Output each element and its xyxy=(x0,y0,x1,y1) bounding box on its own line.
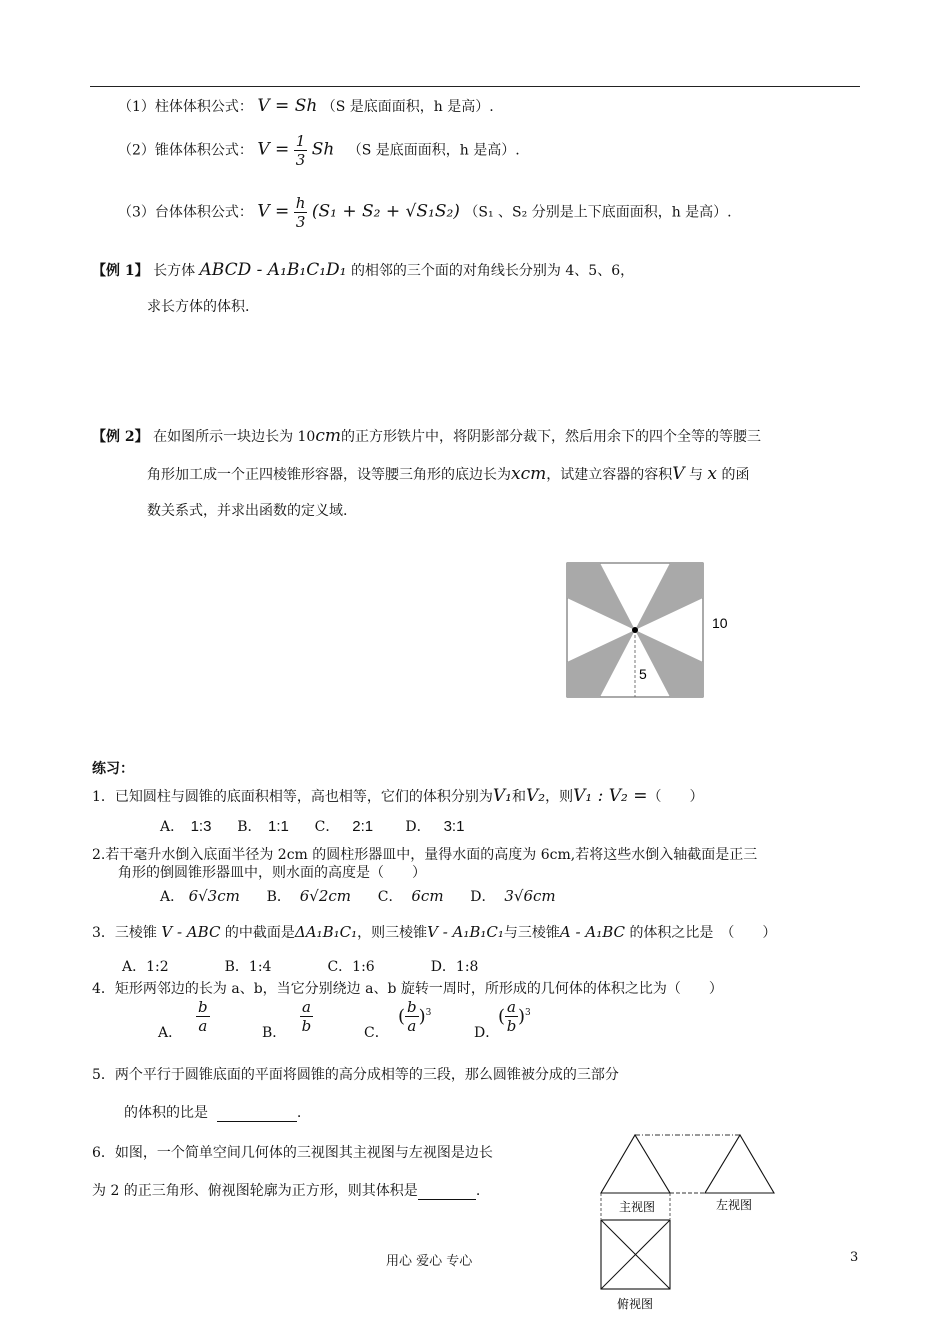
fraction-denominator: b xyxy=(506,1017,517,1035)
option-a-value: 6√3cm xyxy=(188,887,240,905)
formula-3-label: （3）台体体积公式： xyxy=(118,204,253,221)
option-d-label: D． xyxy=(474,1025,500,1041)
ratio-expr: V₁ : V₂ = xyxy=(573,786,648,806)
option-c-label: C． xyxy=(377,889,403,905)
formula-1-note: （S 是底面面积，h 是高）. xyxy=(321,99,494,115)
option-d-fraction xyxy=(505,998,518,1035)
option-a-label: A． xyxy=(160,889,185,905)
formula-3 xyxy=(118,194,732,231)
question-2-line-2: 角形的倒圆锥形器皿中，则水面的高度是（ ） xyxy=(118,865,426,881)
option-b-label: B． xyxy=(262,1025,287,1041)
answer-blank[interactable] xyxy=(217,1107,297,1122)
question-3-options: A．1:2 B．1:4 C．1:6 D．1:8 xyxy=(122,959,479,975)
option-b-label: B． xyxy=(237,819,262,835)
example-1-math: ABCD - A₁B₁C₁D₁ xyxy=(199,260,347,280)
fraction-numerator: 1 xyxy=(295,132,306,150)
option-d-label: D． xyxy=(405,819,431,835)
option-c-power: ( $\frac{b}{a}$ )$^3$ xyxy=(398,998,432,1035)
option-c-label: C． xyxy=(314,819,340,835)
footer-motto: 用心 爱心 专心 xyxy=(386,1254,473,1269)
formula-3-expr-right: (S₁ + S₂ + √S₁S₂) xyxy=(311,201,460,222)
center-point xyxy=(632,627,638,633)
question-5-line-1: 5．两个平行于圆锥底面的平面将圆锥的高分成相等的三段，那么圆锥被分成的三部分 xyxy=(92,1067,619,1083)
pyramid-a-a1bc: A - A₁BC xyxy=(559,923,625,941)
formula-1 xyxy=(118,96,494,116)
formula-3-note: （S₁ 、S₂ 分别是上下底面面积，h 是高）. xyxy=(464,204,732,221)
example-2-var: xcm xyxy=(511,464,547,484)
example-2-x: x xyxy=(707,464,718,484)
example-2-text-c: 角形加工成一个正四棱锥形容器，设等腰三角形的底边长为 xyxy=(147,467,511,483)
question-3-text: 3．三棱锥 xyxy=(92,925,157,941)
half-length-label: 5 xyxy=(639,666,647,682)
option-a-value: 1:3 xyxy=(190,818,212,835)
formula-2-label: （2）锥体体积公式： xyxy=(118,142,253,159)
question-3-text-d: 与三棱锥 xyxy=(503,925,560,941)
formula-1-label: （1）柱体体积公式： xyxy=(118,99,253,115)
option-c-label: C． xyxy=(364,1025,389,1041)
question-1-then: ，则 xyxy=(545,789,574,805)
answer-blank[interactable] xyxy=(418,1185,476,1200)
option-b-fraction xyxy=(300,998,313,1035)
example-1-line-1 xyxy=(92,260,634,280)
example-2-text-f: 的函 xyxy=(721,467,750,483)
example-2-line-3: 数关系式，并求出函数的定义域. xyxy=(147,503,348,519)
option-c-value: 2:1 xyxy=(352,818,374,835)
option-d-power: ( $\frac{a}{b}$ )$^3$ xyxy=(498,998,531,1035)
question-3-text-b: 的中截面是 xyxy=(224,925,295,941)
pyramid-v-abc: V - ABC xyxy=(161,923,221,941)
option-b-label: B． xyxy=(266,889,291,905)
top-view-label: 俯视图 xyxy=(617,1297,654,1311)
option-b-value: 6√2cm xyxy=(299,887,352,905)
square-sheet-figure xyxy=(560,558,760,703)
page-number: 3 xyxy=(850,1250,859,1265)
fraction-numerator: a xyxy=(507,998,516,1016)
left-view-triangle xyxy=(705,1135,774,1193)
question-6-line-2: 为 2 的正三角形、俯视图轮廓为正方形，则其体积是 . xyxy=(92,1183,481,1199)
formula-2-fraction xyxy=(294,132,308,169)
formula-2-expr-left: V = xyxy=(257,139,290,160)
formula-2-note: （S 是底面面积，h 是高）. xyxy=(347,142,520,159)
example-1-line-2: 求长方体的体积. xyxy=(147,299,250,315)
question-5-line-2: 的体积的比是 . xyxy=(124,1105,302,1121)
question-1 xyxy=(92,786,703,806)
question-1-text: 1．已知圆柱与圆锥的底面积相等，高也相等，它们的体积分别为 xyxy=(92,789,493,805)
example-2-text: 在如图所示一块边长为 10 xyxy=(153,429,316,445)
question-4-text: 4．矩形两邻边的长为 a、b，当它分别绕边 a、b 旋转一周时，所形成的几何体的体积之比为（ ） xyxy=(92,981,723,997)
option-c-value: 6cm xyxy=(411,887,444,905)
side-length-label: 10 xyxy=(712,615,728,631)
three-view-figure xyxy=(592,1128,792,1314)
fraction-denominator: a xyxy=(198,1017,208,1035)
fraction-numerator: b xyxy=(198,998,208,1016)
fraction-denominator: a xyxy=(407,1017,417,1035)
option-a-label: A． xyxy=(158,1025,183,1041)
fraction-denominator: 3 xyxy=(295,151,306,169)
formula-2-expr-right: Sh xyxy=(311,139,335,160)
exponent: 3 xyxy=(425,1007,432,1018)
formula-3-fraction xyxy=(294,194,308,231)
example-2-unit: cm xyxy=(315,426,341,446)
example-1-tag: 【例 1】 xyxy=(92,263,149,279)
option-a-fraction xyxy=(196,998,210,1035)
example-2-line-1 xyxy=(92,426,761,446)
example-2-text-b: 的正方形铁片中，将阴影部分裁下，然后用余下的四个全等的等腰三 xyxy=(341,429,761,445)
question-3-text-e: 的体积之比是 （ ） xyxy=(629,925,777,941)
question-1-and: 和 xyxy=(512,789,526,805)
question-6-line-1: 6．如图，一个简单空间几何体的三视图其主视图与左视图是边长 xyxy=(92,1145,493,1161)
fraction-denominator: 3 xyxy=(295,213,306,231)
option-b-value: 1:1 xyxy=(268,818,289,835)
example-2-v: V xyxy=(672,464,685,484)
option-c-fraction xyxy=(405,998,419,1035)
practice-heading: 练习： xyxy=(92,761,134,777)
question-2-line-1: 2.若干毫升水倒入底面半径为 2cm 的圆柱形器皿中，量得水面的高度为 6cm,若将这些水倒入轴截面是正三 xyxy=(92,847,758,863)
exponent: 3 xyxy=(525,1007,531,1018)
question-6-text: 为 2 的正三角形、俯视图轮廓为正方形，则其体积是 xyxy=(92,1183,418,1199)
option-d-label: D． xyxy=(470,889,496,905)
example-1-text-b: 的相邻的三个面的对角线长分别为 4、5、6， xyxy=(350,263,635,279)
left-view-label: 左视图 xyxy=(716,1198,753,1212)
v1-symbol: V₁ xyxy=(492,786,512,806)
example-1-text: 长方体 xyxy=(153,263,196,279)
question-4-options xyxy=(158,998,578,1044)
v2-symbol: V₂ xyxy=(526,786,546,806)
question-3 xyxy=(92,922,776,942)
formula-1-expr: V = Sh xyxy=(257,96,318,116)
question-3-text-c: ，则三棱锥 xyxy=(357,925,428,941)
answer-paren: （ ） xyxy=(647,789,704,805)
formula-3-expr-left: V = xyxy=(257,201,290,222)
mid-section: ΔA₁B₁C₁ xyxy=(294,923,358,941)
example-2-text-e: 与 xyxy=(688,467,703,483)
question-2-options xyxy=(160,886,556,906)
fraction-numerator: a xyxy=(302,998,311,1016)
example-2-tag: 【例 2】 xyxy=(92,429,149,445)
fraction-numerator: h xyxy=(295,194,306,212)
fraction-denominator: b xyxy=(301,1017,312,1035)
question-5-text: 的体积的比是 xyxy=(124,1105,208,1121)
option-d-value: 3:1 xyxy=(443,818,465,835)
pyramid-v-a1b1c1: V - A₁B₁C₁ xyxy=(427,923,504,941)
fraction-numerator: b xyxy=(407,998,417,1016)
header-rule xyxy=(90,86,860,87)
front-view-label: 主视图 xyxy=(619,1200,656,1214)
example-2-line-2 xyxy=(147,464,749,484)
formula-2 xyxy=(118,132,520,169)
option-a-label: A． xyxy=(160,819,185,835)
front-view-triangle xyxy=(601,1135,670,1193)
question-1-options xyxy=(160,816,464,836)
option-d-value: 3√6cm xyxy=(504,887,556,905)
example-2-text-d: ，试建立容器的容积 xyxy=(546,467,673,483)
